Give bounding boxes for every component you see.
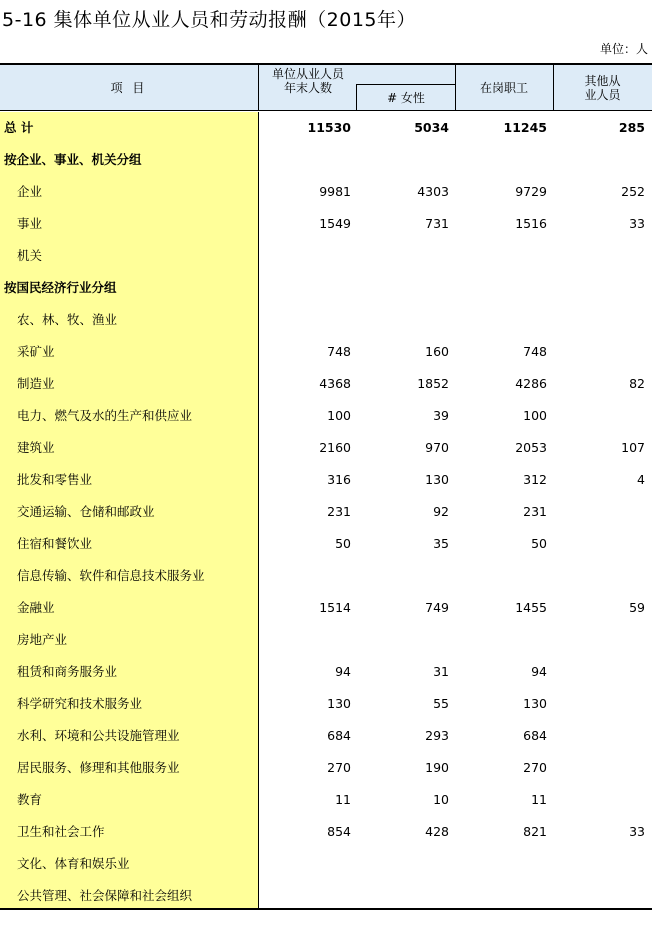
header-divider	[356, 84, 357, 110]
value-female: 4303	[417, 184, 449, 199]
value-other-employees: 285	[618, 120, 645, 135]
row-label: 制造业	[17, 376, 55, 391]
row-label: 农、林、牧、渔业	[17, 312, 118, 327]
row-label: 电力、燃气及水的生产和供应业	[17, 408, 193, 423]
value-female: 731	[425, 216, 449, 231]
row-label: 交通运输、仓储和邮政业	[17, 504, 155, 519]
value-other-employees: 4	[637, 472, 645, 487]
table-body	[0, 112, 652, 912]
table-row	[0, 336, 652, 368]
row-label: 租赁和商务服务业	[17, 664, 118, 679]
value-female: 92	[433, 504, 449, 519]
table-row	[0, 208, 652, 240]
value-year-end-employees: 94	[335, 664, 351, 679]
value-year-end-employees: 684	[327, 728, 351, 743]
row-label: 机关	[17, 248, 43, 263]
row-label: 科学研究和技术服务业	[17, 696, 143, 711]
table-row	[0, 368, 652, 400]
value-female: 35	[433, 536, 449, 551]
value-on-post-staff: 130	[523, 696, 547, 711]
value-on-post-staff: 11245	[503, 120, 547, 135]
value-female: 293	[425, 728, 449, 743]
row-label: 住宿和餐饮业	[17, 536, 93, 551]
value-year-end-employees: 1514	[319, 600, 351, 615]
value-on-post-staff: 1516	[515, 216, 547, 231]
row-label: 文化、体育和娱乐业	[17, 856, 130, 871]
value-other-employees: 33	[629, 824, 645, 839]
row-label: 建筑业	[17, 440, 55, 455]
value-other-employees: 252	[621, 184, 645, 199]
unit-label: 单位：人	[599, 42, 648, 56]
table-row	[0, 752, 652, 784]
table-row	[0, 688, 652, 720]
header-col4: 其他从 业人员	[584, 74, 621, 102]
table-row	[0, 816, 652, 848]
value-on-post-staff: 312	[523, 472, 547, 487]
table-row	[0, 496, 652, 528]
value-female: 31	[433, 664, 449, 679]
table-row	[0, 656, 652, 688]
value-on-post-staff: 821	[523, 824, 547, 839]
row-label: 总 计	[4, 120, 34, 135]
row-label: 批发和零售业	[17, 472, 93, 487]
header-col3: 在岗职工	[479, 80, 528, 95]
row-label: 企业	[17, 184, 43, 199]
table-header	[0, 65, 652, 111]
value-other-employees: 82	[629, 376, 645, 391]
header-item: 项 目	[110, 80, 148, 95]
value-on-post-staff: 1455	[515, 600, 547, 615]
value-year-end-employees: 50	[335, 536, 351, 551]
value-year-end-employees: 9981	[319, 184, 351, 199]
table-row	[0, 560, 652, 592]
table-row	[0, 464, 652, 496]
value-on-post-staff: 270	[523, 760, 547, 775]
row-label: 按国民经济行业分组	[4, 280, 117, 295]
table-title: 5-16 集体单位从业人员和劳动报酬（2015年）	[2, 9, 417, 31]
value-on-post-staff: 2053	[515, 440, 547, 455]
row-label: 卫生和社会工作	[17, 824, 105, 839]
header-col1-female: # 女性	[387, 90, 425, 105]
header-col1: 单位从业人员 年末人数	[271, 67, 344, 95]
value-year-end-employees: 316	[327, 472, 351, 487]
row-label: 房地产业	[17, 632, 68, 647]
value-year-end-employees: 2160	[319, 440, 351, 455]
table-row	[0, 528, 652, 560]
row-label: 金融业	[17, 600, 55, 615]
table-row	[0, 176, 652, 208]
table-row	[0, 592, 652, 624]
value-year-end-employees: 130	[327, 696, 351, 711]
value-female: 130	[425, 472, 449, 487]
value-female: 55	[433, 696, 449, 711]
value-year-end-employees: 11530	[307, 120, 351, 135]
row-label: 公共管理、社会保障和社会组织	[17, 888, 193, 903]
value-on-post-staff: 231	[523, 504, 547, 519]
table-row	[0, 304, 652, 336]
value-on-post-staff: 9729	[515, 184, 547, 199]
row-label: 教育	[17, 792, 43, 807]
value-on-post-staff: 684	[523, 728, 547, 743]
section-row	[0, 272, 652, 304]
value-on-post-staff: 748	[523, 344, 547, 359]
value-female: 1852	[417, 376, 449, 391]
table-row	[0, 624, 652, 656]
value-female: 970	[425, 440, 449, 455]
value-on-post-staff: 94	[531, 664, 547, 679]
value-female: 749	[425, 600, 449, 615]
table-row	[0, 880, 652, 912]
header-divider	[455, 65, 456, 110]
value-other-employees: 59	[629, 600, 645, 615]
row-label: 按企业、事业、机关分组	[4, 152, 142, 167]
row-label: 采矿业	[17, 344, 55, 359]
value-year-end-employees: 748	[327, 344, 351, 359]
table-row	[0, 784, 652, 816]
table-row	[0, 400, 652, 432]
value-on-post-staff: 100	[523, 408, 547, 423]
value-female: 5034	[414, 120, 449, 135]
table-row	[0, 240, 652, 272]
table-row	[0, 848, 652, 880]
value-female: 39	[433, 408, 449, 423]
value-year-end-employees: 854	[327, 824, 351, 839]
row-label: 事业	[17, 216, 43, 231]
table-row	[0, 720, 652, 752]
value-on-post-staff: 4286	[515, 376, 547, 391]
row-label: 信息传输、软件和信息技术服务业	[17, 568, 205, 583]
row-label: 水利、环境和公共设施管理业	[17, 728, 180, 743]
header-divider	[553, 65, 554, 110]
header-divider	[258, 65, 259, 110]
value-other-employees: 33	[629, 216, 645, 231]
value-female: 10	[433, 792, 449, 807]
total-row	[0, 112, 652, 144]
value-year-end-employees: 100	[327, 408, 351, 423]
value-year-end-employees: 11	[335, 792, 351, 807]
table-row	[0, 432, 652, 464]
value-year-end-employees: 4368	[319, 376, 351, 391]
value-year-end-employees: 270	[327, 760, 351, 775]
value-year-end-employees: 231	[327, 504, 351, 519]
row-label: 居民服务、修理和其他服务业	[17, 760, 180, 775]
value-on-post-staff: 11	[531, 792, 547, 807]
header-divider	[356, 84, 455, 85]
value-female: 428	[425, 824, 449, 839]
value-female: 160	[425, 344, 449, 359]
section-row	[0, 144, 652, 176]
value-female: 190	[425, 760, 449, 775]
value-on-post-staff: 50	[531, 536, 547, 551]
value-other-employees: 107	[621, 440, 645, 455]
data-table	[0, 63, 652, 910]
value-year-end-employees: 1549	[319, 216, 351, 231]
